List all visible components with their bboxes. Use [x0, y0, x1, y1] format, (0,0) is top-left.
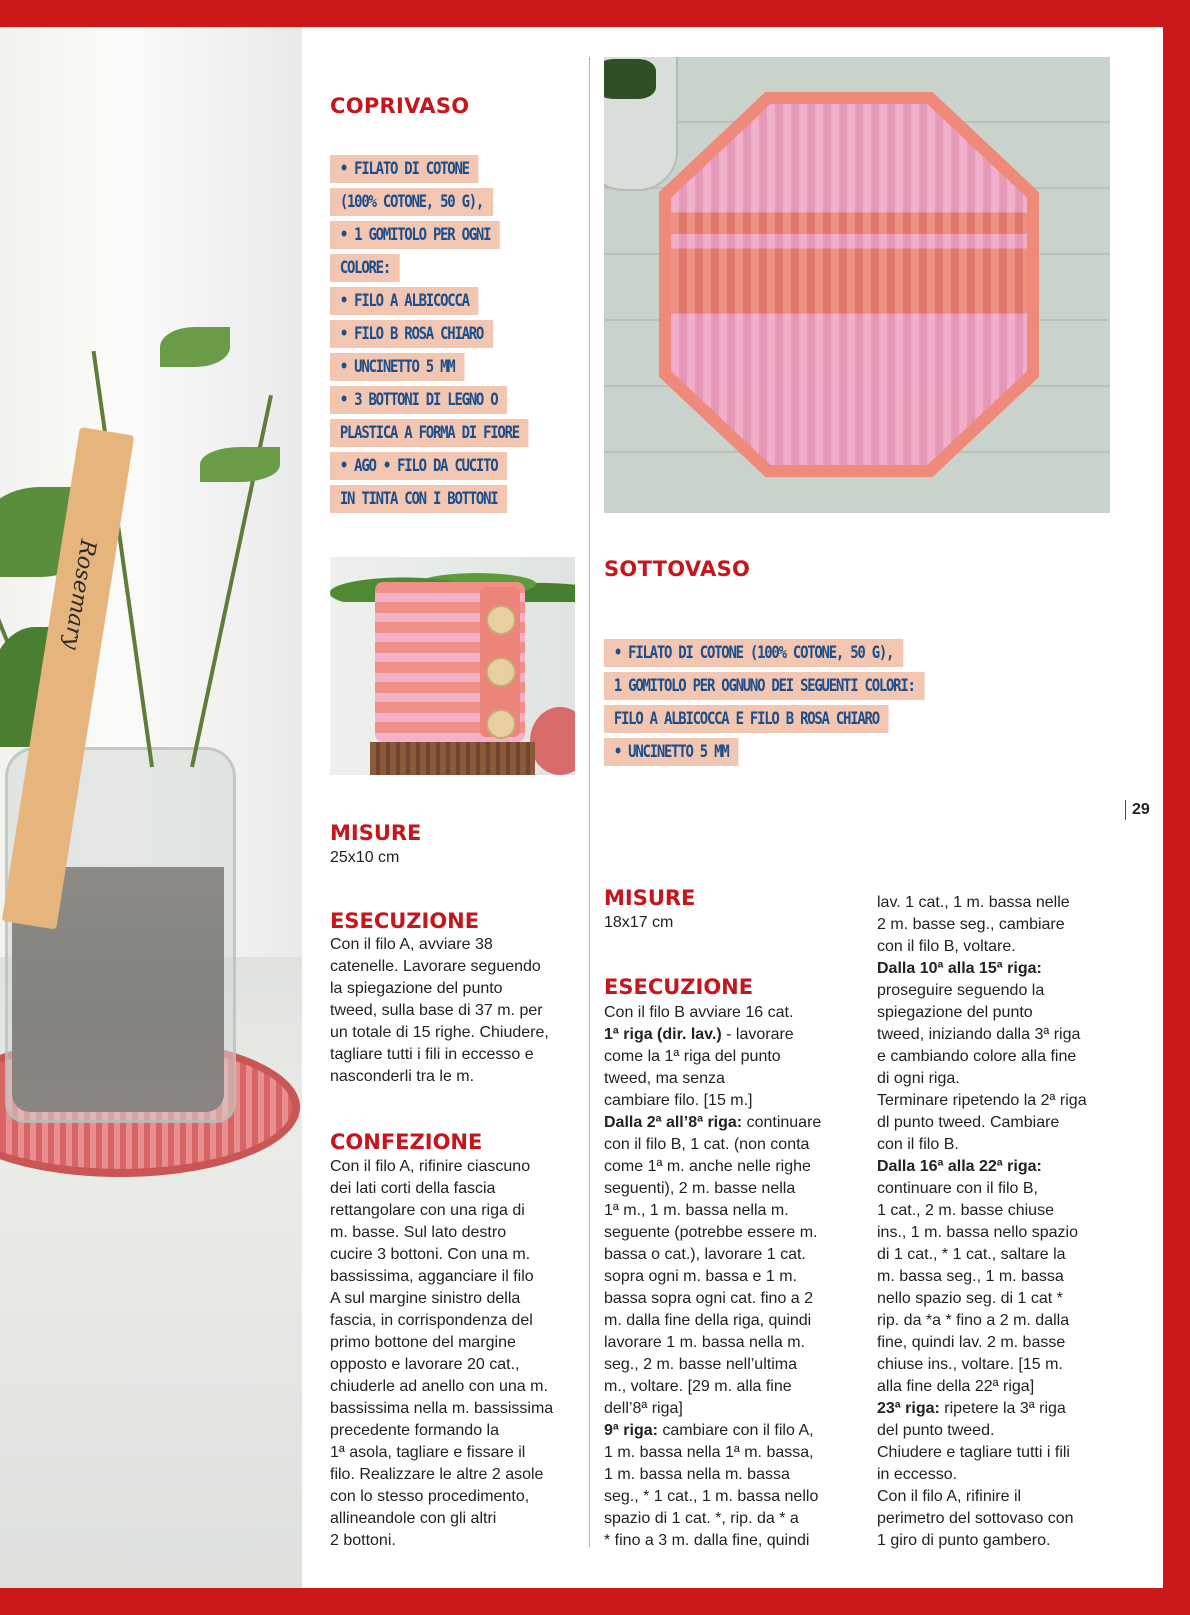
material-item-label: • FILATO DI COTONE — [330, 155, 479, 183]
body-line — [877, 980, 1132, 1002]
step-text: bassa sopra ogni cat. fino a 2 — [604, 1290, 814, 1307]
material-item-label: • FILATO DI COTONE (100% COTONE, 50 G), — [604, 639, 903, 667]
body-line — [877, 936, 1132, 958]
material-item — [330, 221, 572, 249]
material-item-label: IN TINTA CON I BOTTONI — [330, 485, 507, 513]
body-line: catenelle. Lavorare seguendo — [330, 958, 541, 975]
body-line — [604, 1134, 859, 1156]
body-line — [604, 1046, 859, 1068]
material-item — [330, 320, 572, 348]
step-text: m. dalla fine della riga, quindi — [604, 1312, 812, 1329]
body-line: 1ª asola, tagliare e fissare il — [330, 1444, 526, 1461]
step-text: seg., * 1 cat., 1 m. bassa nello — [604, 1488, 819, 1505]
page-number: 29 — [1125, 800, 1150, 820]
body-line — [877, 1068, 1132, 1090]
body-line — [877, 1288, 1132, 1310]
material-item — [330, 353, 572, 381]
materials-list-coprivaso — [330, 155, 572, 518]
body-line: precedente formando la — [330, 1422, 499, 1439]
misure-value-sottovaso: 18x17 cm — [604, 914, 674, 931]
material-item — [330, 188, 572, 216]
crochet-coaster — [659, 92, 1039, 477]
body-line — [877, 1090, 1132, 1112]
step-text: Con il filo A, rifinire il — [877, 1488, 1022, 1505]
material-item — [604, 705, 995, 733]
step-text: seguente (potrebbe essere m. — [604, 1224, 818, 1241]
step-text: alla fine della 22ª riga] — [877, 1378, 1035, 1395]
materials-list-sottovaso — [604, 639, 995, 771]
body-line — [877, 1200, 1132, 1222]
body-line: tweed, sulla base di 37 m. per — [330, 1002, 543, 1019]
step-text: del punto tweed. — [877, 1422, 995, 1439]
material-item — [330, 386, 572, 414]
step-label: Dalla 2ª all’8ª riga: — [604, 1114, 743, 1131]
body-line: un totale di 15 righe. Chiudere, — [330, 1024, 549, 1041]
body-line — [877, 1244, 1132, 1266]
step-label: Dalla 16ª alla 22ª riga: — [877, 1158, 1042, 1175]
body-line — [877, 1002, 1132, 1024]
material-item-label: • 3 BOTTONI DI LEGNO O — [330, 386, 507, 414]
step-text: tweed, ma senza — [604, 1070, 725, 1087]
frame-top — [0, 0, 1190, 27]
step-text: fine, quindi lav. 2 m. basse — [877, 1334, 1066, 1351]
body-line: cucire 3 bottoni. Con una m. — [330, 1246, 531, 1263]
section-title-sottovaso: SOTTOVASO — [604, 557, 751, 581]
body-line — [604, 1266, 859, 1288]
body-line — [877, 1530, 1132, 1552]
step-text: 1 giro di punto gambero. — [877, 1532, 1051, 1549]
material-item — [604, 738, 995, 766]
body-line — [604, 1310, 859, 1332]
photo-wood-base — [370, 742, 535, 775]
body-line — [877, 1354, 1132, 1376]
material-item — [604, 672, 995, 700]
step-text: dl punto tweed. Cambiare — [877, 1114, 1060, 1131]
esecuzione-text-sottovaso-col1 — [604, 1002, 859, 1552]
body-line — [604, 1200, 859, 1222]
step-text: spazio di 1 cat. *, rip. da * a — [604, 1510, 799, 1527]
step-label: Dalla 10ª alla 15ª riga: — [877, 960, 1042, 977]
body-line — [877, 1332, 1132, 1354]
body-line — [877, 1508, 1132, 1530]
body-line — [877, 1486, 1132, 1508]
body-line: Con il filo A, avviare 38 — [330, 936, 493, 953]
body-line: 2 bottoni. — [330, 1532, 396, 1549]
step-text: 1ª m., 1 m. bassa nella m. — [604, 1202, 789, 1219]
photo-plant-label-text: Rosemary — [58, 537, 101, 652]
body-line — [604, 1442, 859, 1464]
step-text: come 1ª m. anche nelle righe — [604, 1158, 811, 1175]
material-item-label: (100% COTONE, 50 G), — [330, 188, 493, 216]
body-line — [604, 1398, 859, 1420]
frame-bottom — [0, 1588, 1190, 1615]
body-line — [604, 1156, 859, 1178]
body-line — [604, 1024, 859, 1046]
step-text: con il filo B, voltare. — [877, 938, 1016, 955]
material-item — [330, 287, 572, 315]
body-line — [877, 1134, 1132, 1156]
body-line — [604, 1530, 859, 1552]
body-line: allineandole con gli altri — [330, 1510, 497, 1527]
step-text: e cambiando colore alla fine — [877, 1048, 1077, 1065]
flower-button-icon — [486, 657, 516, 687]
step-text: seg., 2 m. basse nell’ultima — [604, 1356, 797, 1373]
body-line: primo bottone del margine — [330, 1334, 516, 1351]
step-text: di 1 cat., * 1 cat., saltare la — [877, 1246, 1066, 1263]
step-label: 1ª riga (dir. lav.) — [604, 1026, 722, 1043]
flower-button-icon — [486, 709, 516, 739]
step-text: seguenti), 2 m. basse nella — [604, 1180, 796, 1197]
step-text: - lavorare — [721, 1026, 794, 1043]
esecuzione-title-sottovaso: ESECUZIONE — [604, 975, 754, 999]
body-line: fascia, in corrispondenza del — [330, 1312, 533, 1329]
misure-title-sottovaso: MISURE — [604, 886, 696, 910]
body-line — [877, 1112, 1132, 1134]
material-item-label: • 1 GOMITOLO PER OGNI — [330, 221, 500, 249]
material-item-label: 1 GOMITOLO PER OGNUNO DEI SEGUENTI COLORI: — [604, 672, 925, 700]
body-line — [604, 1376, 859, 1398]
step-label: 23ª riga: — [877, 1400, 940, 1417]
body-line — [604, 1354, 859, 1376]
body-line: con lo stesso procedimento, — [330, 1488, 530, 1505]
body-line: filo. Realizzare le altre 2 asole — [330, 1466, 544, 1483]
step-text: 1 m. bassa nella 1ª m. bassa, — [604, 1444, 814, 1461]
body-line: rettangolare con una riga di — [330, 1202, 525, 1219]
esecuzione-text-sottovaso-col2 — [877, 892, 1132, 1552]
esecuzione-title-coprivaso: ESECUZIONE — [330, 909, 480, 933]
confezione-title: CONFEZIONE — [330, 1130, 483, 1154]
step-text: 1 m. bassa nella m. bassa — [604, 1466, 790, 1483]
material-item-label: PLASTICA A FORMA DI FIORE — [330, 419, 529, 447]
material-item-label: FILO A ALBICOCCA E FILO B ROSA CHIARO — [604, 705, 889, 733]
material-item-label: • AGO • FILO DA CUCITO — [330, 452, 507, 480]
body-line — [877, 1376, 1132, 1398]
step-text: chiuse ins., voltare. [15 m. — [877, 1356, 1063, 1373]
material-item-label: • FILO A ALBICOCCA — [330, 287, 479, 315]
material-item-label: • FILO B ROSA CHIARO — [330, 320, 493, 348]
material-item-label: • UNCINETTO 5 MM — [604, 738, 738, 766]
body-line: m. basse. Sul lato destro — [330, 1224, 507, 1241]
step-text: Chiudere e tagliare tutti i fili — [877, 1444, 1070, 1461]
step-text: 1 cat., 2 m. basse chiuse — [877, 1202, 1054, 1219]
body-line — [877, 1156, 1132, 1178]
step-text: Con il filo B avviare 16 cat. — [604, 1004, 794, 1021]
body-line: opposto e lavorare 20 cat., — [330, 1356, 520, 1373]
step-text: cambiare filo. [15 m.] — [604, 1092, 753, 1109]
body-line — [604, 1420, 859, 1442]
photo-mat-edge — [530, 707, 575, 775]
step-text: proseguire seguendo la — [877, 982, 1045, 999]
body-line — [877, 1222, 1132, 1244]
body-line — [877, 1310, 1132, 1332]
body-line — [877, 1398, 1132, 1420]
flower-button-icon — [486, 605, 516, 635]
step-text: rip. da *a * fino a 2 m. dalla — [877, 1312, 1070, 1329]
step-text: 2 m. basse seg., cambiare — [877, 916, 1065, 933]
material-item — [330, 452, 572, 480]
step-text: ins., 1 m. bassa nello spazio — [877, 1224, 1078, 1241]
body-line — [877, 1046, 1132, 1068]
material-item-label: COLORE: — [330, 254, 400, 282]
photo-leaf — [160, 327, 230, 367]
material-item — [604, 639, 995, 667]
body-line: Con il filo A, rifinire ciascuno — [330, 1158, 531, 1175]
step-text: come la 1ª riga del punto — [604, 1048, 781, 1065]
step-text: di ogni riga. — [877, 1070, 960, 1087]
step-text: * fino a 3 m. dalla fine, quindi — [604, 1532, 810, 1549]
body-line — [877, 1178, 1132, 1200]
body-line — [604, 1178, 859, 1200]
body-line — [604, 1288, 859, 1310]
step-text: in eccesso. — [877, 1466, 958, 1483]
material-item-label: • UNCINETTO 5 MM — [330, 353, 464, 381]
misure-value-coprivaso: 25x10 cm — [330, 849, 400, 866]
material-item — [330, 155, 572, 183]
step-label: 9ª riga: — [604, 1422, 658, 1439]
body-line: la spiegazione del punto — [330, 980, 503, 997]
body-line — [877, 1266, 1132, 1288]
esecuzione-text-coprivaso — [330, 934, 585, 1088]
confezione-text — [330, 1156, 585, 1552]
step-text: con il filo B, 1 cat. (non conta — [604, 1136, 810, 1153]
step-text: m. bassa seg., 1 m. bassa — [877, 1268, 1064, 1285]
body-line — [877, 958, 1132, 980]
body-line — [877, 1464, 1132, 1486]
step-text: continuare — [742, 1114, 822, 1131]
material-item — [330, 254, 572, 282]
body-line — [877, 1442, 1132, 1464]
step-text: continuare con il filo B, — [877, 1180, 1038, 1197]
body-line: chiuderle ad anello con una m. — [330, 1378, 548, 1395]
photo-coaster — [604, 57, 1110, 513]
photo-pot-cover — [330, 557, 575, 775]
step-text: con il filo B. — [877, 1136, 959, 1153]
step-text: cambiare con il filo A, — [657, 1422, 814, 1439]
step-text: m., voltare. [29 m. alla fine — [604, 1378, 792, 1395]
step-text: lav. 1 cat., 1 m. bassa nelle — [877, 894, 1070, 911]
body-line — [877, 1420, 1132, 1442]
body-line — [604, 1090, 859, 1112]
body-line — [604, 1002, 859, 1024]
body-line: nasconderli tra le m. — [330, 1068, 475, 1085]
step-text: perimetro del sottovaso con — [877, 1510, 1074, 1527]
body-line: bassissima nella m. bassissima — [330, 1400, 554, 1417]
step-text: sopra ogni m. bassa e 1 m. — [604, 1268, 797, 1285]
photo-jar-corner — [604, 57, 678, 191]
body-line: bassissima, agganciare il filo — [330, 1268, 534, 1285]
body-line — [604, 1464, 859, 1486]
material-item — [330, 419, 572, 447]
step-text: ripetere la 3ª riga — [939, 1400, 1066, 1417]
body-line — [877, 1024, 1132, 1046]
photo-leaf — [200, 447, 280, 482]
body-line: dei lati corti della fascia — [330, 1180, 496, 1197]
step-text: bassa o cat.), lavorare 1 cat. — [604, 1246, 806, 1263]
body-line — [604, 1112, 859, 1134]
step-text: nello spazio seg. di 1 cat * — [877, 1290, 1063, 1307]
body-line — [604, 1486, 859, 1508]
photo-rosemary-plant — [0, 27, 302, 1588]
step-text: dell’8ª riga] — [604, 1400, 683, 1417]
frame-right — [1163, 0, 1190, 1615]
material-item — [330, 485, 572, 513]
step-text: tweed, iniziando dalla 3ª riga — [877, 1026, 1081, 1043]
body-line — [877, 892, 1132, 914]
body-line — [877, 914, 1132, 936]
body-line — [604, 1068, 859, 1090]
body-line — [604, 1244, 859, 1266]
step-text: lavorare 1 m. bassa nella m. — [604, 1334, 805, 1351]
body-line: tagliare tutti i fili in eccesso e — [330, 1046, 534, 1063]
step-text: Terminare ripetendo la 2ª riga — [877, 1092, 1087, 1109]
step-text: spiegazione del punto — [877, 1004, 1033, 1021]
body-line — [604, 1332, 859, 1354]
column-divider — [589, 57, 590, 1547]
body-line — [604, 1222, 859, 1244]
misure-title-coprivaso: MISURE — [330, 821, 422, 845]
section-title-coprivaso: COPRIVASO — [330, 94, 470, 118]
body-line — [604, 1508, 859, 1530]
body-line: A sul margine sinistro della — [330, 1290, 521, 1307]
